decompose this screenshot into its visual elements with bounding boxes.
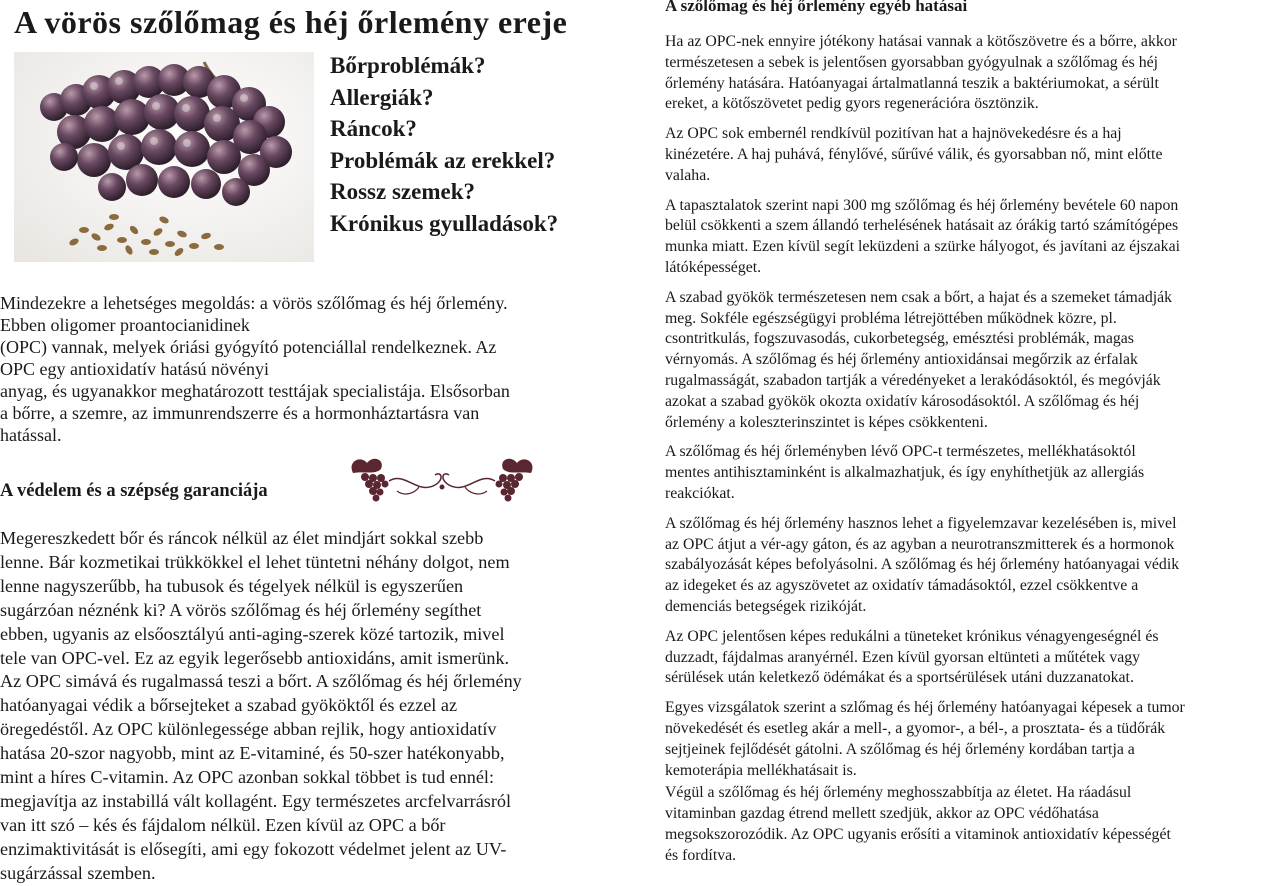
right-column: [665, 0, 1277, 884]
text-line: Végül a szőlőmag és héj őrlemény meghosszabbítja az életet. Ha ráadásul: [665, 784, 1132, 802]
paragraph: [665, 514, 1277, 618]
text-line: sérülések után keletkező ödémákat és a sportsérülések utáni duzzanatokat.: [665, 669, 1134, 687]
text-line: Ebben oligomer proantocianidinek: [0, 315, 250, 335]
paragraph: [665, 196, 1277, 279]
text-line: enzimaktivitását is elősegíti, ami egy fokozott védelmet jelent az UV-: [0, 838, 507, 859]
question-item: Problémák az erekkel?: [330, 147, 556, 173]
text-line: látóképességet.: [665, 258, 762, 276]
text-line: A tapasztalatok szerint napi 300 mg szőlőmag és héj őrlemény bevétele 60 napon: [665, 196, 1179, 214]
grape-image-icon: [14, 52, 314, 262]
effects-body: [665, 32, 1277, 875]
text-line: sugárzással szemben.: [0, 862, 156, 883]
left-column: [0, 0, 625, 884]
text-line: mint a híres C-vitamin. Az OPC azonban sokkal többet is tud ennél:: [0, 767, 495, 788]
paragraph: [665, 32, 1277, 115]
text-line: csontritkulás, fogszuvasodás, cukorbetegség, emésztési problémák, magas: [665, 330, 1134, 348]
question-item: Rossz szemek?: [330, 179, 475, 204]
text-line: A szőlőmag és héj őrlemény hasznos lehet a figyelemzavar kezelésében is, mivel: [665, 514, 1177, 532]
paragraph: [665, 698, 1277, 781]
text-line: belül csökkenti a szem állandó terhelésének hatásait az órákig tartó számítógépes: [665, 217, 1179, 235]
question-item: Bőrproblémák?: [330, 53, 486, 78]
text-line: azokat a szabad gyökök okozta oxidatív károsodásoktól. A szőlőmag és héj: [665, 392, 1140, 410]
page-title: A vörös szőlőmag és héj őrlemény ereje: [14, 4, 568, 40]
text-line: öregedéstől. Az OPC különlegessége abban rejlik, hogy antioxidatív: [0, 719, 497, 740]
question-item: Allergiák?: [330, 84, 434, 110]
text-line: vitaminban gazdag étrend mellett szedjük, akkor az OPC védőhatása: [665, 805, 1099, 823]
text-line: Az OPC jelentősen képes redukálni a tüneteket krónikus vénagyengeségnél és: [665, 627, 1159, 645]
text-line: hatóanyagai védik a bőrsejteket a szabad gyököktől és ezzel az: [0, 695, 458, 716]
paragraph: [665, 627, 1277, 689]
text-line: az OPC átjut a vér-agy gáton, és az agyban a neurotranszmitterek és a hormonok: [665, 535, 1175, 553]
text-line: megjavítja az instabillá vált kollagént. Egy természetes arcfelvarrásról: [0, 790, 512, 811]
text-line: anyag, és ugyanakkor meghatározott testtájak specialistája. Elsősorban: [0, 381, 510, 401]
text-line: reakciókat.: [665, 484, 735, 502]
text-line: kinézetére. A haj puhává, fénylővé, sűrűvé válik, és gyorsabban nő, mint előtte: [665, 145, 1163, 163]
text-line: lenne. Bár kozmetikai trükkökkel el lehet tüntetni néhány dolgot, nem: [0, 551, 510, 572]
text-line: ereket, a kötőszövetet pedig gyors regenerációra ösztönzik.: [665, 95, 1039, 113]
text-line: (OPC) vannak, melyek óriási gyógyító potenciállal rendelkeznek. Az: [0, 337, 497, 357]
grape-ornament-icon: [345, 451, 540, 503]
text-line: Mindezekre a lehetséges megoldás: a vörös szőlőmag és héj őrlemény.: [0, 293, 508, 313]
text-line: duzzadt, fájdalmas aranyérnél. Ezen kívül gyorsan eltünteti a műtétek vagy: [665, 648, 1141, 666]
text-line: kemoterápia mellékhatásait is.: [665, 761, 857, 779]
text-line: A szabad gyökök természetesen nem csak a bőrt, a hajat és a szemeket támadják: [665, 288, 1173, 306]
paragraph: [665, 288, 1277, 434]
grape-photo: [14, 52, 314, 262]
paragraph: [665, 124, 1277, 186]
section-heading-effects: A szőlőmag és héj őrlemény egyéb hatásai: [665, 0, 968, 15]
paragraph: [665, 442, 1277, 504]
text-line: Az OPC sok embernél rendkívül pozitívan hat a hajnövekedésre és a haj: [665, 125, 1122, 143]
question-list: [330, 50, 558, 239]
text-line: Egyes vizsgálatok szerint a szlőmag és héj őrlemény hatóanyagai képesek a tumor: [665, 699, 1185, 717]
text-line: hatással.: [0, 425, 62, 445]
paragraph: [665, 783, 1277, 866]
section-heading: A védelem és a szépség garanciája: [0, 481, 268, 501]
question-item: Ráncok?: [330, 116, 417, 141]
text-line: növekedését és esetleg akár a mell-, a gyomor-, a bél-, a prosztata- és a tüdőrák: [665, 719, 1166, 737]
text-line: valaha.: [665, 166, 711, 184]
text-line: lenne nagyszerűbb, ha tubusok és tégelyek nélkül is egyszerűen: [0, 575, 464, 596]
text-line: őrlemény hatására. Hatóanyagai ártalmatlanná teszik a baktériumokat, a sérült: [665, 74, 1159, 92]
text-line: tele van OPC-vel. Ez az egyik legerősebb antioxidáns, amit ismerünk.: [0, 647, 510, 668]
text-line: őrlemény a koleszterinszintet is képes csökkenteni.: [665, 413, 988, 431]
text-line: munka miatt. Ezen kívül segít leküzdeni a szürke hályogot, és javítani az éjszakai: [665, 238, 1180, 256]
text-line: sejtjeinek fejlődését gátolni. A szőlőmag és héj őrlemény kordában tartja a: [665, 740, 1135, 758]
text-line: OPC egy antioxidatív hatású növényi: [0, 359, 269, 379]
text-line: van itt szó – kés és fájdalom nélkül. Ezen kívül az OPC a bőr: [0, 814, 446, 835]
text-line: ebben, ugyanis az elsőosztályú anti-aging-szerek közé tartozik, mivel: [0, 623, 505, 644]
text-line: mentes antihisztaminként is alkalmazhatjuk, és így enyhíthetjük az allergiás: [665, 464, 1145, 482]
text-line: A szőlőmag és héj őrleményben lévő OPC-t természetes, mellékhatásoktól: [665, 443, 1136, 461]
text-line: a bőrre, a szemre, az immunrendszerre és a hormonháztartásra van: [0, 403, 480, 423]
beauty-paragraph: [0, 527, 625, 886]
text-line: vérnyomás. A szőlőmag és héj őrlemény antioxidánsai megőrzik az érfalak: [665, 351, 1138, 369]
text-line: rugalmasságát, szabadon tartják a véredényeket a lerakódásoktól, és megóvják: [665, 371, 1161, 389]
text-line: természetesen a sebek is jelentősen gyorsabban gyógyulnak a szőlőmag és héj: [665, 53, 1159, 71]
text-line: Az OPC simává és rugalmassá teszi a bőrt. A szőlőmag és héj őrlemény: [0, 671, 522, 692]
text-line: és fordítva.: [665, 846, 737, 864]
text-line: Ha az OPC-nek ennyire jótékony hatásai vannak a kötőszövetre és a bőrre, akkor: [665, 33, 1177, 50]
text-line: sugárzóan néznénk ki? A vörös szőlőmag és héj őrlemény segíthet: [0, 599, 482, 620]
intro-paragraph: [0, 292, 620, 446]
text-line: Megereszkedett bőr és ráncok nélkül az élet mindjárt sokkal szebb: [0, 528, 484, 548]
question-item: Krónikus gyulladások?: [330, 210, 559, 236]
text-line: megsokszorozódik. Az OPC ugyanis erősíti a vitaminok antioxidatív képességét: [665, 825, 1171, 843]
text-line: szabályozását képes befolyásolni. A szőlőmag és héj őrlemény hatóanyagai védik: [665, 556, 1180, 574]
text-line: hatása 20-szor nagyobb, mint az E-vitaminé, és 50-szer hatékonyabb,: [0, 743, 505, 764]
text-line: az idegeket és az agyszövetet az oxidatív támadásoktól, ezzel csökkentve a: [665, 577, 1139, 595]
text-line: meg. Sokféle egészségügyi probléma létrejöttében működnek közre, pl.: [665, 309, 1117, 327]
text-line: demenciás betegségek rizikóját.: [665, 597, 867, 615]
